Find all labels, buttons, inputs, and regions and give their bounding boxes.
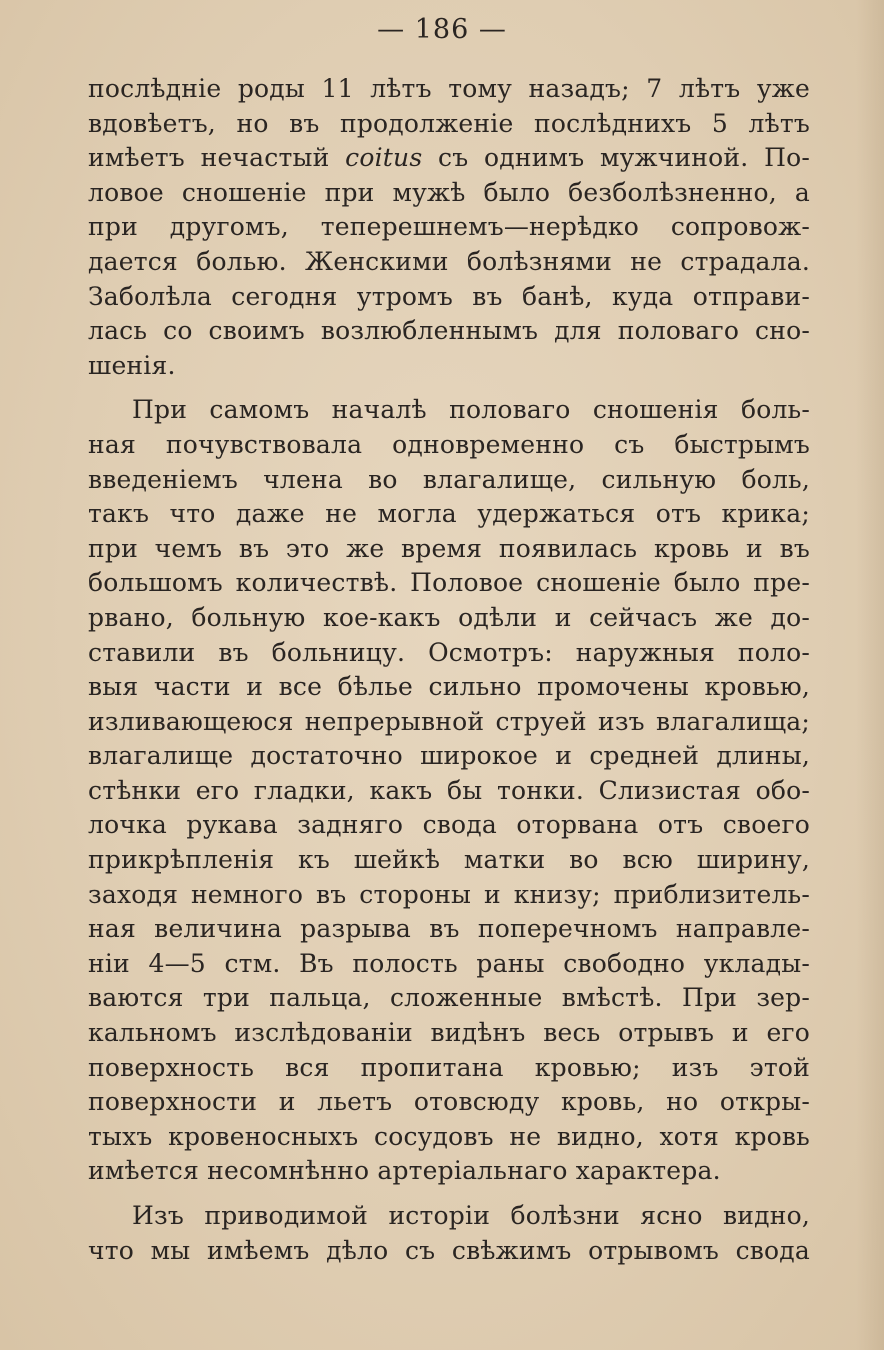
text-line: при другомъ, теперешнемъ—нерѣдко сопровож- <box>88 212 810 242</box>
text-line: заходя немного въ стороны и книзу; приблизитель- <box>88 879 810 909</box>
text-line: шенія. <box>88 350 176 380</box>
paragraph <box>88 72 810 383</box>
text-line: введеніемъ члена во влагалище, сильную боль, <box>88 464 810 494</box>
latin-term: coitus <box>345 143 423 173</box>
text-line: Изъ приводимой исторіи болѣзни ясно видно, <box>132 1201 810 1230</box>
body-text <box>88 72 810 1268</box>
text-line: ніи 4—5 стм. Въ полость раны свободно уклады- <box>88 948 810 978</box>
text-line: что мы имѣемъ дѣло съ свѣжимъ отрывомъ свода <box>88 1235 810 1265</box>
text-line: поверхности и льетъ отовсюду кровь, но откры- <box>88 1087 810 1117</box>
paragraph <box>88 393 810 1189</box>
text-line: тыхъ кровеносныхъ сосудовъ не видно, хотя кровь <box>88 1121 810 1151</box>
paragraph <box>88 1199 810 1268</box>
text-line: ставили въ больницу. Осмотръ: наружныя поло- <box>88 637 810 667</box>
text-line: ловое сношеніе при мужѣ было безболѣзненно, а <box>88 177 810 207</box>
text-line: рвано, больную кое-какъ одѣли и сейчасъ же до- <box>88 602 810 632</box>
text-line: поверхность вся пропитана кровью; изъ этой <box>88 1052 810 1082</box>
text-line: послѣдніе роды 11 лѣтъ тому назадъ; 7 лѣтъ уже <box>88 74 810 103</box>
text-line: имѣетъ нечастый coitus съ однимъ мужчиной. По- <box>88 143 810 173</box>
text-line: такъ что даже не могла удержаться отъ крика; <box>88 499 810 529</box>
text-line: при чемъ въ это же время появилась кровь и въ <box>88 533 810 563</box>
text-line: вдовѣетъ, но въ продолженіе послѣднихъ 5 лѣтъ <box>88 108 810 138</box>
text-line: выя части и все бѣлье сильно промочены кровью, <box>88 672 810 702</box>
text-line: большомъ количествѣ. Половое сношеніе было пре- <box>88 568 810 598</box>
text-line: ная величина разрыва въ поперечномъ направле- <box>88 914 810 944</box>
text-line: изливающеюся непрерывной струей изъ влагалища; <box>88 706 810 736</box>
text-line: кальномъ изслѣдованіи видѣнъ весь отрывъ и его <box>88 1018 810 1048</box>
text-line: Заболѣла сегодня утромъ въ банѣ, куда отправи- <box>88 281 810 311</box>
text-line: прикрѣпленія къ шейкѣ матки во всю ширину, <box>88 845 810 875</box>
page-number: — 186 — <box>377 14 507 45</box>
text-line: При самомъ началѣ половаго сношенія боль- <box>132 395 810 425</box>
text-line: ная почувствовала одновременно съ быстрымъ <box>88 429 810 459</box>
text-line: дается болью. Женскими болѣзнями не страдала. <box>88 246 810 276</box>
text-line: влагалище достаточно широкое и средней длины, <box>88 741 810 771</box>
text-line: стѣнки его гладки, какъ бы тонки. Слизистая обо- <box>88 775 810 805</box>
text-line: лочка рукава задняго свода оторвана отъ своего <box>88 810 810 840</box>
text-line: ваются три пальца, сложенные вмѣстѣ. При зер- <box>88 983 810 1013</box>
text-line: имѣется несомнѣнно артеріальнаго характера. <box>88 1156 721 1186</box>
page-edge-shadow <box>856 0 884 1350</box>
text-line: лась со своимъ возлюбленнымъ для половаго сно- <box>88 316 810 346</box>
